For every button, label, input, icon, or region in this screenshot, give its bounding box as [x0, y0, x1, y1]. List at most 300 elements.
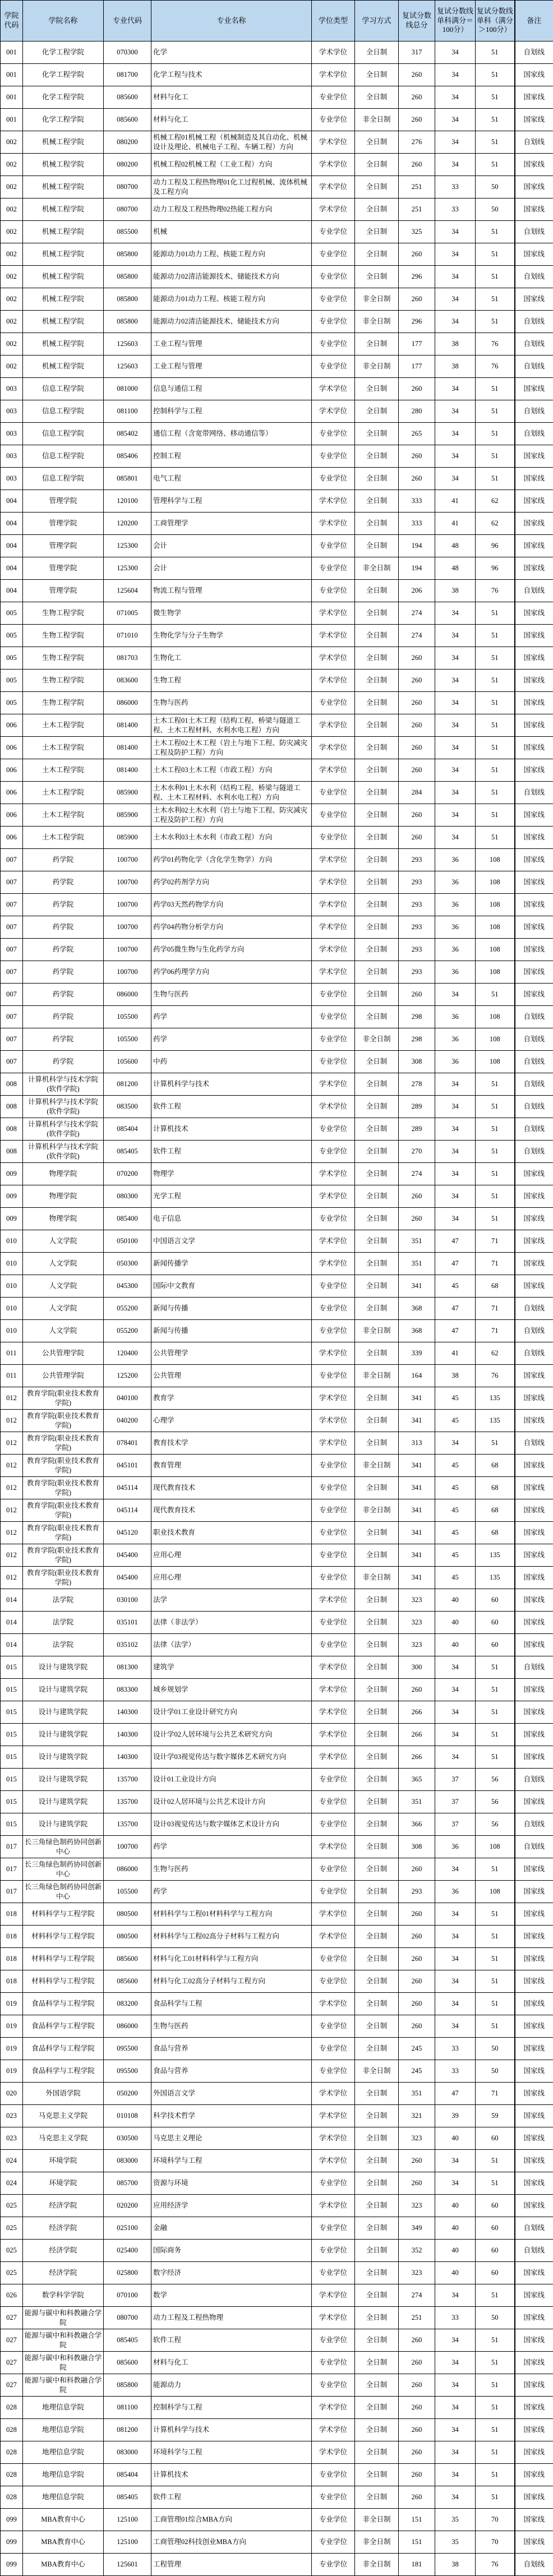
cell-retest-single-100: 48 [435, 557, 476, 580]
cell-retest-single-100: 34 [435, 1208, 476, 1230]
cell-retest-single-100: 45 [435, 1544, 476, 1567]
cell-degree-type: 专业学位 [312, 1567, 355, 1589]
cell-retest-single-over-100: 71 [476, 2083, 515, 2105]
cell-college-name: 教育学院(职业技术教育学院) [23, 1477, 104, 1499]
cell-retest-total-score: 260 [399, 1993, 435, 2015]
cell-college-code: 002 [1, 221, 23, 243]
cell-retest-single-over-100: 71 [476, 1298, 515, 1320]
cell-college-name: MBA教育中心 [23, 2554, 104, 2576]
cell-college-code: 017 [1, 1858, 23, 1881]
cell-major-name: 新闻与传播 [151, 1320, 312, 1342]
cell-college-name: 设计与建筑学院 [23, 1769, 104, 1791]
table-row [1, 2352, 553, 2374]
cell-college-code: 017 [1, 1881, 23, 1903]
cell-major-name: 设计01工业设计方向 [151, 1769, 312, 1791]
cell-degree-type: 专业学位 [312, 243, 355, 266]
cell-study-mode: 全日制 [355, 737, 399, 759]
cell-major-code: 085600 [104, 86, 151, 109]
cell-college-code: 004 [1, 557, 23, 580]
table-row [1, 961, 553, 984]
cell-retest-total-score: 325 [399, 221, 435, 243]
table-row [1, 647, 553, 670]
table-row [1, 2419, 553, 2441]
cell-major-code: 086000 [104, 1858, 151, 1881]
table-row [1, 2015, 553, 2038]
cell-major-name: 动力工程及工程热物理01化工过程机械、流体机械及工程方向 [151, 176, 312, 198]
cell-major-name: 生物与医药 [151, 692, 312, 714]
cell-college-name: 数学科学学院 [23, 2284, 104, 2307]
cell-degree-type: 专业学位 [312, 1858, 355, 1881]
cell-retest-single-100: 38 [435, 580, 476, 602]
cell-study-mode: 全日制 [355, 1432, 399, 1455]
cell-college-name: 长三角绿色制药协同创新中心 [23, 1881, 104, 1903]
cell-college-name: MBA教育中心 [23, 2531, 104, 2554]
cell-retest-total-score: 366 [399, 1813, 435, 1836]
cell-major-code: 085405 [104, 2486, 151, 2509]
cell-college-name: 化学工程学院 [23, 41, 104, 64]
cell-retest-single-100: 33 [435, 2060, 476, 2083]
cell-study-mode: 全日制 [355, 1903, 399, 1926]
cell-retest-total-score: 341 [399, 1410, 435, 1432]
cell-college-name: 药学院 [23, 1006, 104, 1028]
cell-retest-single-over-100: 51 [476, 64, 515, 86]
cell-study-mode: 全日制 [355, 1185, 399, 1208]
table-row [1, 827, 553, 849]
cell-college-code: 027 [1, 2307, 23, 2329]
table-row [1, 356, 553, 378]
cell-major-name: 资源与环境 [151, 2172, 312, 2195]
cell-college-name: 管理学院 [23, 490, 104, 513]
table-row [1, 2284, 553, 2307]
cell-retest-total-score: 323 [399, 2262, 435, 2284]
cell-remark: 自划线 [515, 1028, 553, 1051]
cell-college-name: 药学院 [23, 961, 104, 984]
cell-college-name: 人文学院 [23, 1230, 104, 1253]
cell-retest-single-100: 41 [435, 513, 476, 535]
cell-major-name: 材料与化工 [151, 2352, 312, 2374]
cell-college-name: 机械工程学院 [23, 266, 104, 288]
cell-major-name: 新闻传播学 [151, 1253, 312, 1275]
cell-retest-single-100: 41 [435, 1342, 476, 1365]
cell-degree-type: 专业学位 [312, 2240, 355, 2262]
cell-retest-total-score: 260 [399, 64, 435, 86]
cell-major-name: 生物与医药 [151, 2015, 312, 2038]
cell-remark: 自划线 [515, 2554, 553, 2576]
cell-remark: 国家线 [515, 445, 553, 468]
cell-retest-single-over-100: 51 [476, 2419, 515, 2441]
cell-college-code: 017 [1, 1836, 23, 1858]
cell-retest-single-over-100: 51 [476, 1858, 515, 1881]
cell-college-name: 设计与建筑学院 [23, 1724, 104, 1746]
cell-college-name: 物理学院 [23, 1208, 104, 1230]
cell-retest-single-over-100: 51 [476, 2015, 515, 2038]
table-row [1, 2464, 553, 2486]
cell-degree-type: 专业学位 [312, 1208, 355, 1230]
cell-major-code: 085600 [104, 1948, 151, 1970]
cell-college-code: 003 [1, 445, 23, 468]
cell-major-name: 药学01药物化学（含化学生物学）方向 [151, 849, 312, 871]
cell-college-code: 012 [1, 1455, 23, 1477]
cell-degree-type: 专业学位 [312, 1881, 355, 1903]
cell-retest-single-over-100: 51 [476, 2352, 515, 2374]
cell-college-code: 028 [1, 2464, 23, 2486]
cell-retest-total-score: 260 [399, 692, 435, 714]
cell-study-mode: 全日制 [355, 939, 399, 961]
cell-retest-total-score: 323 [399, 1589, 435, 1612]
cell-remark: 国家线 [515, 2329, 553, 2352]
cell-retest-single-over-100: 51 [476, 109, 515, 131]
cell-major-name: 工商管理01综合MBA方向 [151, 2509, 312, 2531]
cell-degree-type: 专业学位 [312, 1499, 355, 1522]
cell-retest-single-over-100: 51 [476, 1724, 515, 1746]
cell-major-name: 药学 [151, 1836, 312, 1858]
cell-college-name: 能源与碳中和科教融合学院 [23, 2374, 104, 2397]
cell-retest-single-over-100: 51 [476, 243, 515, 266]
cell-major-code: 125300 [104, 535, 151, 557]
cell-degree-type: 学术学位 [312, 2441, 355, 2464]
cell-remark: 自划线 [515, 221, 553, 243]
table-row [1, 41, 553, 64]
cell-retest-single-over-100: 70 [476, 2531, 515, 2554]
cell-study-mode: 全日制 [355, 670, 399, 692]
cell-degree-type: 学术学位 [312, 916, 355, 939]
table-row [1, 2172, 553, 2195]
cell-retest-total-score: 296 [399, 266, 435, 288]
cell-college-code: 027 [1, 2352, 23, 2374]
cell-retest-total-score: 260 [399, 1208, 435, 1230]
cell-remark: 国家线 [515, 849, 553, 871]
cell-degree-type: 专业学位 [312, 2329, 355, 2352]
cell-study-mode: 非全日制 [355, 2509, 399, 2531]
cell-degree-type: 专业学位 [312, 2464, 355, 2486]
cell-remark: 国家线 [515, 1253, 553, 1275]
cell-retest-total-score: 341 [399, 1499, 435, 1522]
cell-study-mode: 非全日制 [355, 1455, 399, 1477]
cell-college-code: 028 [1, 2486, 23, 2509]
cell-study-mode: 全日制 [355, 1656, 399, 1679]
cell-college-code: 025 [1, 2262, 23, 2284]
cell-college-name: 信息工程学院 [23, 400, 104, 423]
cell-college-name: 教育学院(职业技术教育学院) [23, 1522, 104, 1544]
cell-major-code: 050200 [104, 2083, 151, 2105]
cell-retest-single-100: 36 [435, 1006, 476, 1028]
cell-remark: 自划线 [515, 266, 553, 288]
cell-retest-total-score: 260 [399, 737, 435, 759]
cell-major-code: 035102 [104, 1634, 151, 1656]
table-row [1, 1836, 553, 1858]
cell-retest-single-100: 36 [435, 1051, 476, 1073]
cell-remark: 国家线 [515, 692, 553, 714]
cell-retest-total-score: 352 [399, 2240, 435, 2262]
cell-degree-type: 学术学位 [312, 1701, 355, 1724]
cell-retest-single-100: 34 [435, 984, 476, 1006]
cell-college-code: 099 [1, 2531, 23, 2554]
cell-college-name: 环境学院 [23, 2172, 104, 2195]
cell-college-code: 005 [1, 670, 23, 692]
cell-remark: 国家线 [515, 1858, 553, 1881]
cell-retest-total-score: 308 [399, 1051, 435, 1073]
cell-college-code: 002 [1, 333, 23, 356]
cell-study-mode: 全日制 [355, 1701, 399, 1724]
cell-retest-single-100: 45 [435, 1522, 476, 1544]
cell-college-code: 002 [1, 198, 23, 221]
cell-degree-type: 学术学位 [312, 1746, 355, 1769]
cell-degree-type: 学术学位 [312, 131, 355, 154]
cell-retest-total-score: 341 [399, 1477, 435, 1499]
cell-major-code: 030500 [104, 2127, 151, 2150]
cell-degree-type: 专业学位 [312, 2374, 355, 2397]
cell-major-name: 信息与通信工程 [151, 378, 312, 400]
cell-major-name: 工商管理学 [151, 513, 312, 535]
cell-college-code: 012 [1, 1387, 23, 1410]
cell-study-mode: 非全日制 [355, 2554, 399, 2576]
cell-retest-single-over-100: 60 [476, 2217, 515, 2240]
cell-college-name: 机械工程学院 [23, 333, 104, 356]
cell-degree-type: 学术学位 [312, 1073, 355, 1096]
cell-retest-total-score: 265 [399, 423, 435, 445]
cell-major-code: 085405 [104, 2329, 151, 2352]
cell-retest-single-100: 45 [435, 1275, 476, 1298]
cell-degree-type: 学术学位 [312, 2105, 355, 2127]
cell-retest-single-100: 37 [435, 1791, 476, 1813]
cell-study-mode: 全日制 [355, 2374, 399, 2397]
cell-degree-type: 专业学位 [312, 1970, 355, 1993]
cell-degree-type: 专业学位 [312, 1365, 355, 1387]
cell-major-code: 086000 [104, 2015, 151, 2038]
cell-degree-type: 学术学位 [312, 1410, 355, 1432]
cell-college-code: 015 [1, 1701, 23, 1724]
cell-degree-type: 学术学位 [312, 1387, 355, 1410]
cell-retest-single-over-100: 70 [476, 2509, 515, 2531]
cell-major-name: 工商管理02科技创业MBA方向 [151, 2531, 312, 2554]
cell-major-code: 020200 [104, 2195, 151, 2217]
header-retest-single-over-100: 复试分数线单科（满分＞100分） [476, 1, 515, 41]
cell-college-code: 026 [1, 2284, 23, 2307]
cell-college-name: 生物工程学院 [23, 692, 104, 714]
cell-retest-single-over-100: 51 [476, 131, 515, 154]
cell-retest-total-score: 368 [399, 1320, 435, 1342]
cell-retest-single-over-100: 51 [476, 1970, 515, 1993]
cell-major-code: 035101 [104, 1612, 151, 1634]
cell-degree-type: 专业学位 [312, 109, 355, 131]
table-row [1, 692, 553, 714]
cell-remark: 国家线 [515, 602, 553, 625]
cell-retest-single-over-100: 51 [476, 1118, 515, 1141]
cell-college-code: 019 [1, 1993, 23, 2015]
cell-college-name: 马克思主义学院 [23, 2105, 104, 2127]
cell-retest-single-100: 36 [435, 849, 476, 871]
table-row [1, 1073, 553, 1096]
cell-major-code: 120200 [104, 513, 151, 535]
cell-major-name: 能源动力01动力工程、核能工程方向 [151, 243, 312, 266]
cell-retest-single-100: 34 [435, 2374, 476, 2397]
table-row [1, 1387, 553, 1410]
cell-major-name: 机械工程02机械工程（工业工程）方向 [151, 154, 312, 176]
cell-college-name: 材料科学与工程学院 [23, 1926, 104, 1948]
cell-study-mode: 全日制 [355, 782, 399, 804]
cell-retest-single-over-100: 51 [476, 288, 515, 311]
cell-retest-single-100: 34 [435, 154, 476, 176]
cell-retest-total-score: 260 [399, 1926, 435, 1948]
cell-major-name: 职业技术教育 [151, 1522, 312, 1544]
cell-retest-single-over-100: 76 [476, 2554, 515, 2576]
cell-retest-total-score: 260 [399, 109, 435, 131]
cell-remark: 国家线 [515, 2464, 553, 2486]
cell-college-code: 005 [1, 692, 23, 714]
cell-major-name: 药学02药剂学方向 [151, 871, 312, 894]
cell-retest-single-100: 34 [435, 243, 476, 266]
cell-retest-single-100: 34 [435, 1701, 476, 1724]
cell-remark: 国家线 [515, 1993, 553, 2015]
cell-study-mode: 全日制 [355, 2240, 399, 2262]
table-row [1, 333, 553, 356]
cell-degree-type: 学术学位 [312, 1253, 355, 1275]
cell-study-mode: 全日制 [355, 445, 399, 468]
cell-college-code: 009 [1, 1185, 23, 1208]
cell-remark: 自划线 [515, 1769, 553, 1791]
table-row [1, 1522, 553, 1544]
cell-major-name: 光学工程 [151, 1185, 312, 1208]
cell-remark: 国家线 [515, 1701, 553, 1724]
cell-retest-single-100: 40 [435, 1634, 476, 1656]
cell-college-code: 023 [1, 2127, 23, 2150]
cell-college-name: 设计与建筑学院 [23, 1791, 104, 1813]
cell-retest-single-over-100: 51 [476, 154, 515, 176]
cell-college-code: 028 [1, 2419, 23, 2441]
cell-retest-single-over-100: 51 [476, 2172, 515, 2195]
cell-remark: 国家线 [515, 2060, 553, 2083]
cell-retest-single-over-100: 62 [476, 1342, 515, 1365]
cell-major-code: 081200 [104, 1073, 151, 1096]
cell-major-code: 045114 [104, 1477, 151, 1499]
cell-retest-total-score: 260 [399, 86, 435, 109]
cell-remark: 国家线 [515, 2441, 553, 2464]
table-row [1, 1208, 553, 1230]
cell-retest-single-over-100: 108 [476, 1881, 515, 1903]
cell-major-name: 药学 [151, 1028, 312, 1051]
cell-retest-single-over-100: 51 [476, 1185, 515, 1208]
cell-college-code: 018 [1, 1970, 23, 1993]
cell-study-mode: 全日制 [355, 490, 399, 513]
cell-major-name: 药学05微生物与生化药学方向 [151, 939, 312, 961]
cell-study-mode: 全日制 [355, 2217, 399, 2240]
cell-college-name: 信息工程学院 [23, 378, 104, 400]
cell-study-mode: 全日制 [355, 1746, 399, 1769]
cell-major-name: 土木水利03土木水利（市政工程）方向 [151, 827, 312, 849]
cell-major-code: 081400 [104, 714, 151, 737]
cell-retest-single-over-100: 96 [476, 557, 515, 580]
cell-major-name: 中国语言文学 [151, 1230, 312, 1253]
cell-remark: 国家线 [515, 1365, 553, 1387]
cell-retest-total-score: 251 [399, 2307, 435, 2329]
cell-major-code: 081100 [104, 400, 151, 423]
cell-major-code: 085900 [104, 782, 151, 804]
cell-college-name: 能源与碳中和科教融合学院 [23, 2307, 104, 2329]
cell-study-mode: 全日制 [355, 804, 399, 827]
cell-study-mode: 全日制 [355, 243, 399, 266]
cell-remark: 国家线 [515, 513, 553, 535]
cell-degree-type: 学术学位 [312, 41, 355, 64]
cell-remark: 国家线 [515, 1387, 553, 1410]
cell-major-code: 125100 [104, 2509, 151, 2531]
cell-retest-single-100: 45 [435, 1477, 476, 1499]
cell-major-code: 055200 [104, 1298, 151, 1320]
cell-degree-type: 专业学位 [312, 2531, 355, 2554]
cell-study-mode: 全日制 [355, 176, 399, 198]
cell-retest-total-score: 266 [399, 1701, 435, 1724]
cell-major-name: 土木工程01土木工程（结构工程、桥梁与隧道工程、土木工程材料、水利水电工程）方向 [151, 714, 312, 737]
cell-degree-type: 学术学位 [312, 1724, 355, 1746]
table-row [1, 984, 553, 1006]
cell-remark: 国家线 [515, 1679, 553, 1701]
cell-college-name: 材料科学与工程学院 [23, 1903, 104, 1926]
header-major-name: 专业名称 [151, 1, 312, 41]
cell-remark: 自划线 [515, 423, 553, 445]
cell-study-mode: 全日制 [355, 1881, 399, 1903]
cell-retest-single-100: 34 [435, 670, 476, 692]
cell-remark: 自划线 [515, 1432, 553, 1455]
cell-degree-type: 学术学位 [312, 894, 355, 916]
cell-retest-single-100: 47 [435, 2083, 476, 2105]
cell-retest-single-100: 34 [435, 131, 476, 154]
cell-remark: 自划线 [515, 1051, 553, 1073]
cell-remark: 自划线 [515, 2217, 553, 2240]
cell-study-mode: 全日制 [355, 64, 399, 86]
cell-major-name: 化学 [151, 41, 312, 64]
cell-retest-single-100: 40 [435, 2240, 476, 2262]
cell-retest-single-over-100: 60 [476, 1612, 515, 1634]
cell-major-name: 会计 [151, 535, 312, 557]
cell-major-code: 105500 [104, 1881, 151, 1903]
cell-retest-single-over-100: 51 [476, 602, 515, 625]
cell-retest-total-score: 164 [399, 1365, 435, 1387]
table-row [1, 1926, 553, 1948]
table-row [1, 939, 553, 961]
cell-major-name: 金融 [151, 2217, 312, 2240]
cell-college-code: 004 [1, 490, 23, 513]
cell-degree-type: 专业学位 [312, 2262, 355, 2284]
cell-retest-total-score: 260 [399, 670, 435, 692]
cell-study-mode: 全日制 [355, 602, 399, 625]
cell-major-code: 100700 [104, 1836, 151, 1858]
cell-college-code: 099 [1, 2509, 23, 2531]
cell-degree-type: 学术学位 [312, 670, 355, 692]
cell-retest-single-over-100: 51 [476, 625, 515, 647]
cell-retest-single-over-100: 51 [476, 759, 515, 782]
cell-major-name: 动力工程及工程热物理02热能工程方向 [151, 198, 312, 221]
cell-major-name: 机械工程01机械工程（机械制造及其自动化、机械设计及理论、机械电子工程、车辆工程）方向 [151, 131, 312, 154]
cell-degree-type: 专业学位 [312, 2509, 355, 2531]
table-row [1, 1163, 553, 1185]
cell-retest-total-score: 206 [399, 580, 435, 602]
cell-college-code: 015 [1, 1813, 23, 1836]
cell-degree-type: 学术学位 [312, 2307, 355, 2329]
cell-college-name: 环境学院 [23, 2150, 104, 2172]
cell-major-name: 药学06药理学方向 [151, 961, 312, 984]
table-row [1, 1230, 553, 1253]
cell-retest-single-100: 36 [435, 894, 476, 916]
cell-major-code: 085800 [104, 2374, 151, 2397]
table-row [1, 1881, 553, 1903]
cell-degree-type: 学术学位 [312, 961, 355, 984]
cell-degree-type: 专业学位 [312, 1477, 355, 1499]
cell-degree-type: 学术学位 [312, 2419, 355, 2441]
cell-college-name: 机械工程学院 [23, 221, 104, 243]
cell-remark: 自划线 [515, 400, 553, 423]
cell-study-mode: 全日制 [355, 2083, 399, 2105]
cell-college-code: 019 [1, 2038, 23, 2060]
cell-major-code: 083000 [104, 2150, 151, 2172]
